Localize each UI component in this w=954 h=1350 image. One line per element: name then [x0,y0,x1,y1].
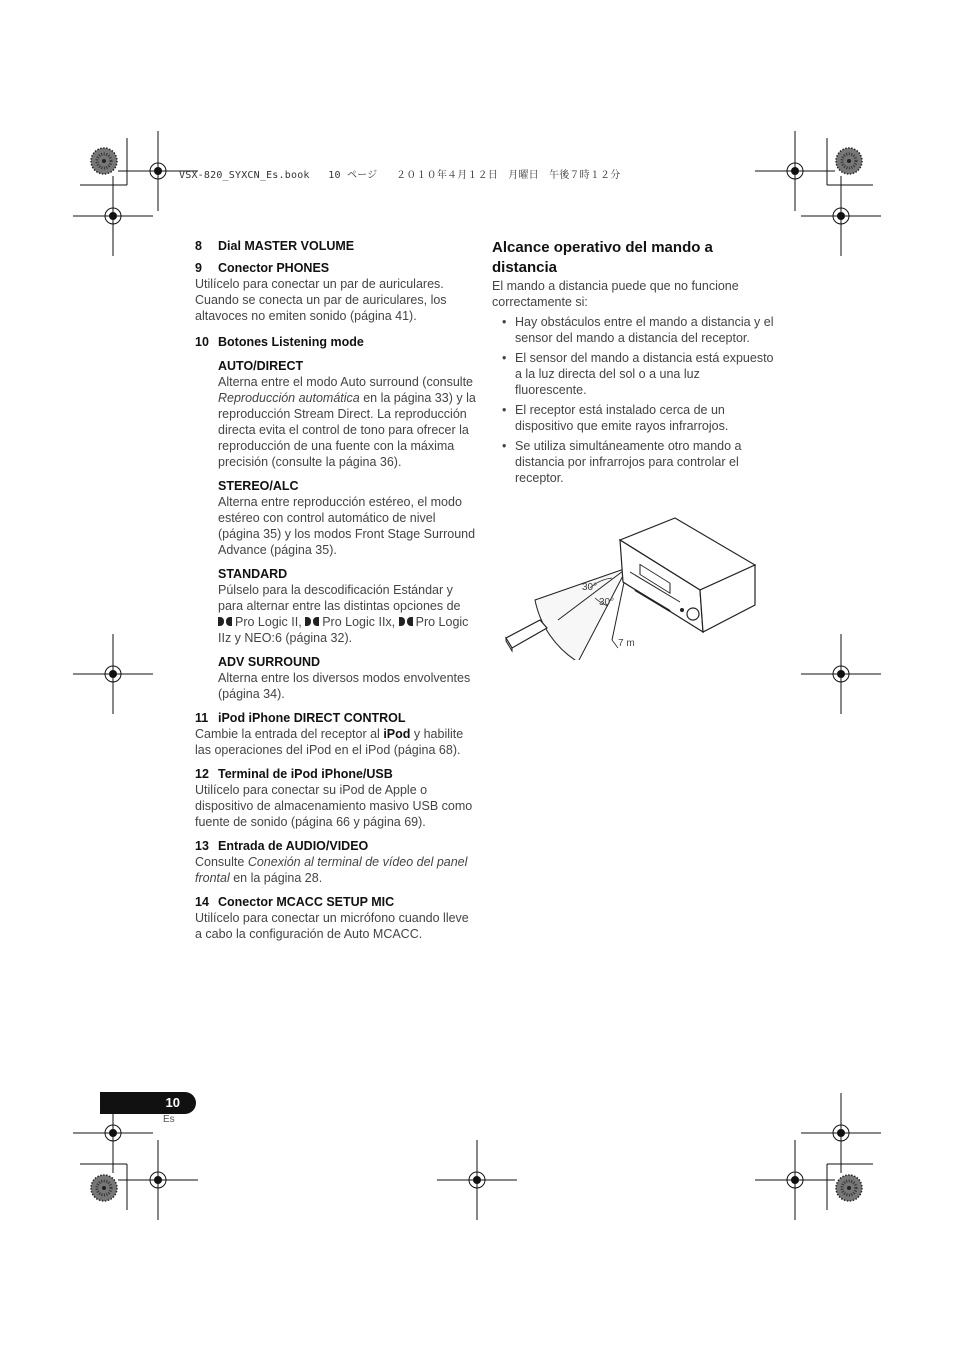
item-title: Dial MASTER VOLUME [218,239,355,253]
right-column [492,238,774,490]
item-8 [195,238,477,254]
item-number: 13 [195,839,209,853]
item-number: 12 [195,767,209,781]
item-14 [195,894,477,942]
item-number: 10 [195,335,209,349]
item-13 [195,838,477,886]
sub-body: Alterna entre los diversos modos envolventes (página 34). [218,671,471,701]
sub-title: STEREO/ALC [218,479,299,493]
item-body: Utilícelo para conectar su iPod de Apple o dispositivo de almacenamiento masivo USB como fuente de sonido (página 66 y página 69). [195,783,473,829]
auto-direct-block [218,358,477,470]
sub-title: ADV SURROUND [218,655,321,669]
sub-body: Alterna entre reproducción estéreo, el modo estéreo con control automático de nivel (página 35) y los modos Front Stage Surround Advance (página 35). [218,495,476,557]
remote-range-figure [500,510,760,660]
list-item: • Se utiliza simultáneamente otro mando a distancia por infrarrojos para controlar el receptor. [515,438,774,486]
stereo-alc-block [218,478,477,558]
list-item: • El sensor del mando a distancia está expuesto a la luz directa del sol o a una luz fluorescente. [515,350,774,398]
item-body: Utilícelo para conectar un par de auriculares. Cuando se conecta un par de auriculares, los altavoces no emiten sonido (página 41). [195,277,447,323]
angle-label: 30° [582,582,598,593]
distance-label: 7 m [618,638,635,649]
bullet-list [492,314,774,486]
item-body: Utilícelo para conectar un micrófono cuando lleve a cabo la configuración de Auto MCACC. [195,911,469,941]
item-9 [195,260,477,324]
dolby-logo-icon [218,617,232,626]
adv-surround-block [218,654,477,702]
item-number: 14 [195,895,209,909]
item-body: Cambie la entrada del receptor al iPod y habilite las operaciones del iPod en el iPod (página 68). [195,727,464,757]
dolby-logo-icon [305,617,319,626]
sub-title: AUTO/DIRECT [218,359,304,373]
sub-title: STANDARD [218,567,288,581]
sub-body: Alterna entre el modo Auto surround (consulte Reproducción automática en la página 33) y la reproducción Stream Direct. La reproducción directa evita el control de tono para ofrecer la reproducción de una fuente con la máxima precisión (consulte la página 36). [218,375,476,469]
page-number: 10 [100,1092,196,1114]
dolby-logo-icon [399,617,413,626]
file-info-header: VSX-820_SYXCN_Es.book 10 ページ ２０１０年４月１２日 月曜日 午後７時１２分 [179,170,621,181]
section-title: Alcance operativo del mando a distancia [492,239,713,276]
left-column [195,238,477,948]
item-11 [195,710,477,758]
item-title: iPod iPhone DIRECT CONTROL [218,711,406,725]
item-10 [195,334,477,702]
item-number: 9 [195,261,202,275]
angle-label: 30° [599,597,615,608]
item-body: Consulte Conexión al terminal de vídeo del panel frontal en la página 28. [195,855,468,885]
item-title: Entrada de AUDIO/VIDEO [218,839,369,853]
item-title: Terminal de iPod iPhone/USB [218,767,393,781]
item-number: 11 [195,711,209,725]
item-title: Botones Listening mode [218,335,364,349]
item-title: Conector MCACC SETUP MIC [218,895,395,909]
section-intro: El mando a distancia puede que no funcione correctamente si: [492,279,739,309]
page-language: Es [163,1114,175,1125]
item-number: 8 [195,239,202,253]
list-item: • Hay obstáculos entre el mando a distancia y el sensor del mando a distancia del receptor. [515,314,774,346]
item-12 [195,766,477,830]
sub-body: Púlselo para la descodificación Estándar y para alternar entre las distintas opciones de Pro Logic II, Pro Logic IIx, Pro Logic IIz y NEO:6 (página 32). [218,583,469,645]
standard-block [218,566,477,646]
item-title: Conector PHONES [218,261,330,275]
list-item: • El receptor está instalado cerca de un dispositivo que emite rayos infrarrojos. [515,402,774,434]
